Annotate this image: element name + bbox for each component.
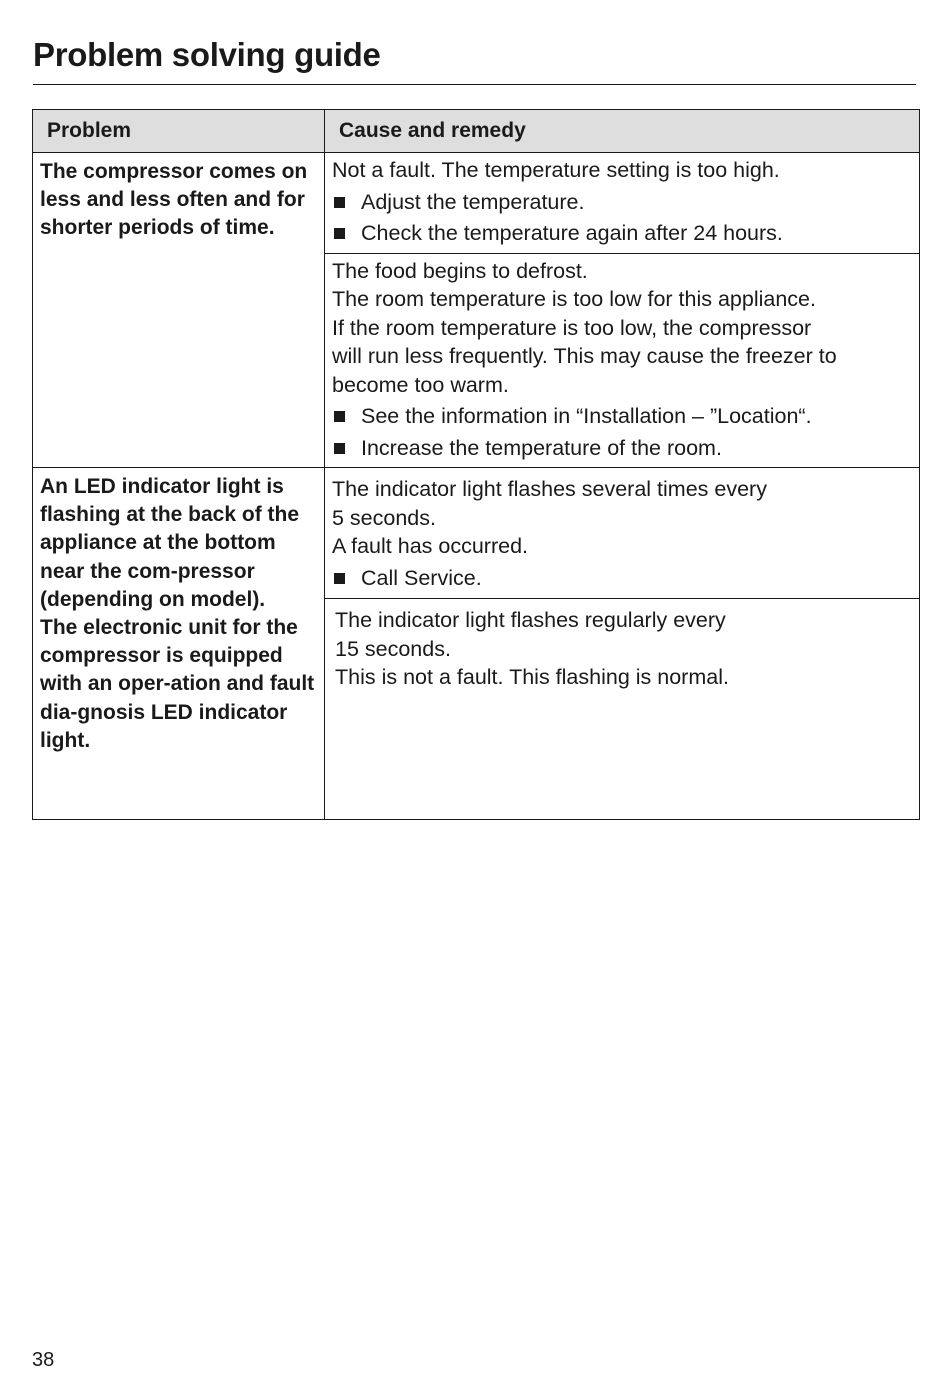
- header-problem: Problem: [33, 110, 325, 153]
- square-bullet-icon: [334, 573, 345, 584]
- cause-remedy-cell: [325, 253, 920, 468]
- cause-line: 15 seconds.: [335, 636, 451, 661]
- cause-line: 5 seconds.: [332, 505, 436, 530]
- cause-line: The food begins to defrost.: [332, 258, 588, 283]
- remedy-bullet: [332, 564, 913, 593]
- header-cause-remedy: Cause and remedy: [325, 110, 920, 153]
- problem-cell: [33, 468, 325, 820]
- remedy-bullet: [332, 219, 913, 248]
- remedy-bullet: [332, 402, 913, 431]
- cause-line: become too warm.: [332, 372, 509, 397]
- cause-remedy-cell: [325, 468, 920, 599]
- cause-remedy-cell: [325, 599, 920, 820]
- remedy-bullet: [332, 188, 913, 217]
- remedy-text: Adjust the temperature.: [361, 189, 585, 214]
- cause-line: A fault has occurred.: [332, 534, 528, 558]
- square-bullet-icon: [334, 411, 345, 422]
- page-number: 38: [32, 1349, 55, 1371]
- problem-text: The compressor comes on less and less often and for shorter periods of time.: [40, 160, 308, 240]
- problem-cell: [33, 153, 325, 468]
- remedy-text: Call Service.: [361, 565, 482, 590]
- cause-line: The room temperature is too low for this appliance.: [332, 287, 816, 311]
- remedy-text: Increase the temperature of the room.: [361, 435, 722, 460]
- cause-line: will run less frequently. This may cause the freezer to: [332, 344, 837, 368]
- table-header-row: [33, 110, 920, 153]
- cause-remedy-cell: [325, 153, 920, 254]
- remedy-text: See the information in “Installation – ”Location“.: [361, 404, 812, 428]
- problem-solving-table: [32, 109, 920, 820]
- cause-line: The indicator light flashes several times every: [332, 477, 767, 501]
- cause-line: If the room temperature is too low, the compressor: [332, 315, 812, 340]
- table-row: [33, 468, 920, 599]
- problem-text-extra: The electronic unit for the compressor is equipped with an oper-ation and fault dia-gnosis LED indicator light.: [40, 616, 315, 752]
- page-title: Problem solving guide: [33, 36, 381, 73]
- square-bullet-icon: [334, 228, 345, 239]
- cause-line: The indicator light flashes regularly every: [335, 608, 726, 632]
- remedy-bullet: [332, 434, 913, 463]
- square-bullet-icon: [334, 197, 345, 208]
- problem-text: An LED indicator light is flashing at the back of the appliance at the bottom near the com-pressor (depending on model).: [40, 475, 300, 611]
- title-divider: [33, 84, 916, 85]
- square-bullet-icon: [334, 443, 345, 454]
- cause-line: This is not a fault. This flashing is normal.: [335, 665, 729, 689]
- table-row: [33, 153, 920, 254]
- remedy-text: Check the temperature again after 24 hours.: [361, 221, 783, 245]
- cause-line: Not a fault. The temperature setting is too high.: [332, 158, 780, 182]
